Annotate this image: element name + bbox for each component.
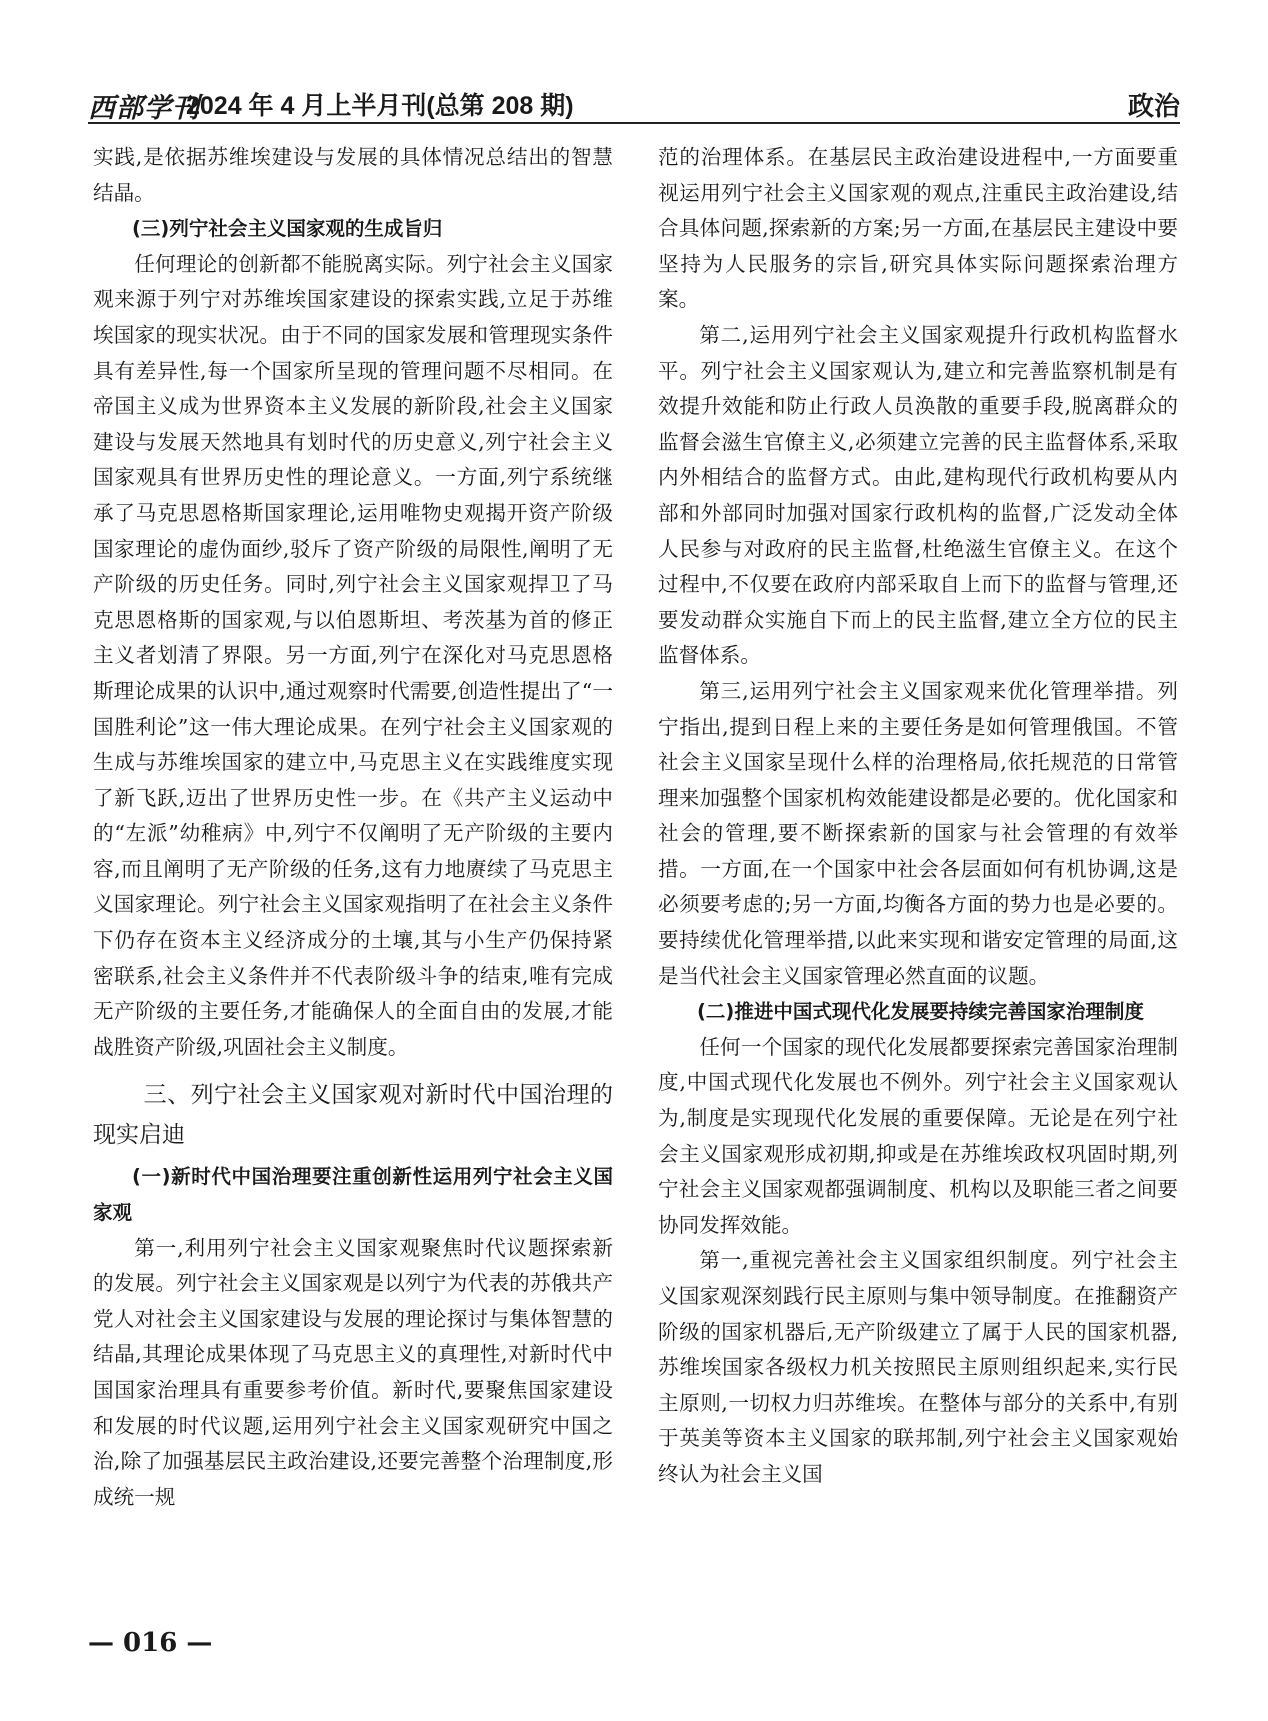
header-rule [88, 122, 1180, 124]
paragraph: 第一,利用列宁社会主义国家观聚焦时代议题探索新的发展。列宁社会主义国家观是以列宁为代表的苏俄共产党人对社会主义国家建设与发展的理论探讨与集体智慧的结晶,其理论成果体现了马克思主义的真理性,对新时代中国国家治理具有重要参考价值。新时代,要聚焦国家建设和发展的时代议题,运用列宁社会主义国家观研究中国之治,除了加强基层民主政治建设,还要完善整个治理制度,形成统一规 [93, 1235, 613, 1509]
paragraph: 第二,运用列宁社会主义国家观提升行政机构监督水平。列宁社会主义国家观认为,建立和完善监察机制是有效提升效能和防止行政人员涣散的重要手段,脱离群众的监督会滋生官僚主义,必须建立完善的民主监督体系,采取内外相结合的监督方式。由此,建构现代行政机构要从内部和外部同时加强对国家行政机构的监督,广泛发动全体人民参与对政府的民主监督,杜绝滋生官僚主义。在这个过程中,不仅要在政府内部采取自上而下的监督与管理,还要发动群众实施自下而上的民主监督,建立全方位的民主监督体系。 [658, 322, 1178, 668]
subsection-heading: (三)列宁社会主义国家观的生成旨归 [132, 217, 443, 241]
subsection-heading: (一)新时代中国治理要注重创新性运用列宁社会主义国家观 [93, 1165, 613, 1225]
paragraph: 范的治理体系。在基层民主政治建设进程中,一方面要重视运用列宁社会主义国家观的观点,注重民主政治建设,结合具体问题,探索新的方案;另一方面,在基层民主建设中要坚持为人民服务的宗旨,研究具体实际问题探索治理方案。 [658, 145, 1178, 312]
paragraph: 第三,运用列宁社会主义国家观来优化管理举措。列宁指出,提到日程上来的主要任务是如何管理俄国。不管社会主义国家呈现什么样的治理格局,依托规范的日常管理来加强整个国家机构效能建设都是必要的。优化国家和社会的管理,要不断探索新的国家与社会管理的有效举措。一方面,在一个国家中社会各层面如何有机协调,这是必须要考虑的;另一方面,均衡各方面的势力也是必要的。要持续优化管理举措,以此来实现和谐安定管理的局面,这是当代社会主义国家管理必然直面的议题。 [658, 678, 1178, 988]
left-column [93, 140, 613, 1515]
page-number: — 016 — [88, 1628, 213, 1658]
paragraph: 第一,重视完善社会主义国家组织制度。列宁社会主义国家观深刻践行民主原则与集中领导制度。在推翻资产阶级的国家机器后,无产阶级建立了属于人民的国家机器,苏维埃国家各级权力机关按照民主原则组织起来,实行民主原则,一切权力归苏维埃。在整体与部分的关系中,有别于英美等资本主义国家的联邦制,列宁社会主义国家观始终认为社会主义国 [658, 1248, 1178, 1486]
subsection-heading: (二)推进中国式现代化发展要持续完善国家治理制度 [697, 1000, 1144, 1024]
right-column [658, 140, 1178, 1493]
section-heading: 三、列宁社会主义国家观对新时代中国治理的现实启迪 [93, 1082, 613, 1149]
page-header [88, 80, 1180, 126]
paragraph: 任何理论的创新都不能脱离实际。列宁社会主义国家观来源于列宁对苏维埃国家建设的探索实践,立足于苏维埃国家的现实状况。由于不同的国家发展和管理现实条件具有差异性,每一个国家所呈现的管理问题不尽相同。在帝国主义成为世界资本主义发展的新阶段,社会主义国家建设与发展天然地具有划时代的历史意义,列宁社会主义国家观具有世界历史性的理论意义。一方面,列宁系统继承了马克思恩格斯国家理论,运用唯物史观揭开资产阶级国家理论的虚伪面纱,驳斥了资产阶级的局限性,阐明了无产阶级的历史任务。同时,列宁社会主义国家观捍卫了马克思恩格斯的国家观,与以伯恩斯坦、考茨基为首的修正主义者划清了界限。另一方面,列宁在深化对马克思恩格斯理论成果的认识中,通过观察时代需要,创造性提出了“一国胜利论”这一伟大理论成果。在列宁社会主义国家观的生成与苏维埃国家的建立中,马克思主义在实践维度实现了新飞跃,迈出了世界历史性一步。在《共产主义运动中的“左派”幼稚病》中,列宁不仅阐明了无产阶级的主要内容,而且阐明了无产阶级的任务,这有力地赓续了马克思主义国家理论。列宁社会主义国家观指明了在社会主义条件下仍存在资本主义经济成分的土壤,其与小生产仍保持紧密联系,社会主义条件并不代表阶级斗争的结束,唯有完成无产阶级的主要任务,才能确保人的全面自由的发展,才能战胜资产阶级,巩固社会主义制度。 [93, 251, 613, 1059]
journal-issue: 2024 年 4 月上半月刊(总第 208 期) [186, 92, 574, 120]
journal-logo: 西部学刊 [88, 93, 200, 124]
paragraph: 任何一个国家的现代化发展都要探索完善国家治理制度,中国式现代化发展也不例外。列宁社会主义国家观认为,制度是实现现代化发展的重要保障。无论是在列宁社会主义国家观形成初期,抑或是在苏维埃政权巩固时期,列宁社会主义国家观都强调制度、机构以及职能三者之间要协同发挥效能。 [658, 1034, 1178, 1237]
section-label: 政治 [1127, 91, 1180, 121]
paragraph: 实践,是依据苏维埃建设与发展的具体情况总结出的智慧结晶。 [93, 145, 613, 205]
